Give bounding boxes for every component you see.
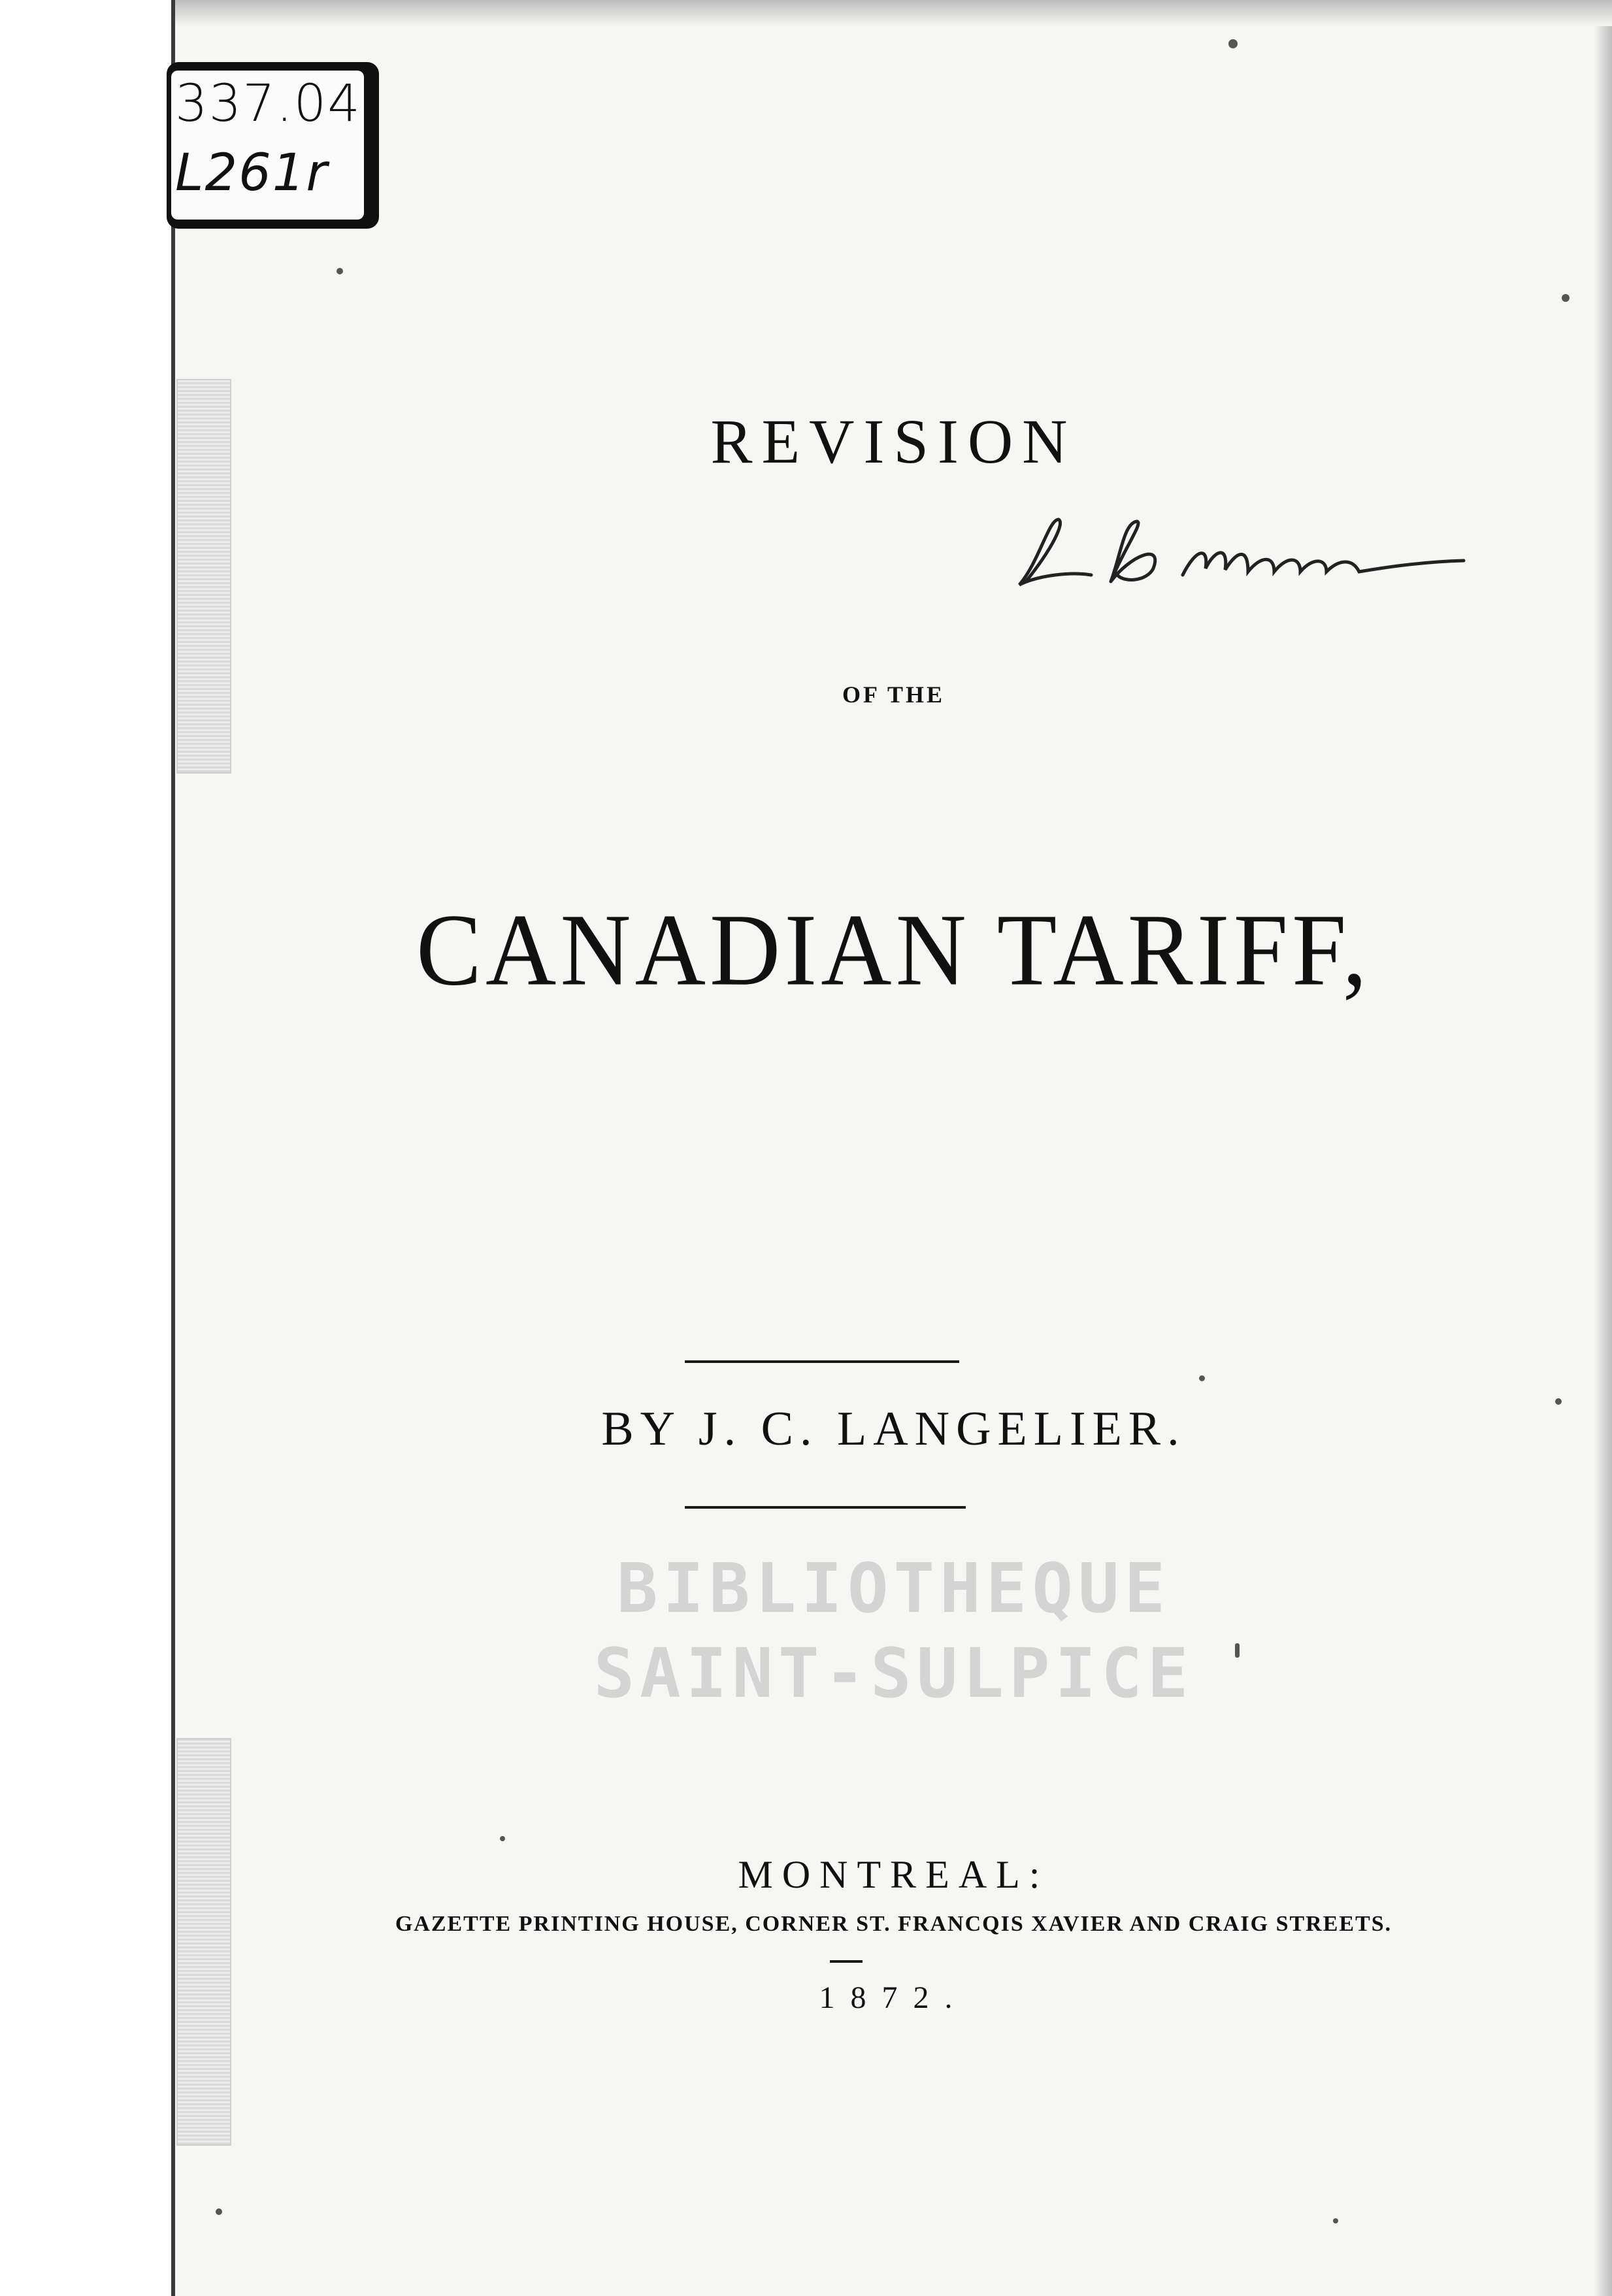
title-canadian-tariff: CANADIAN TARIFF, [416, 893, 1371, 1008]
page-top-edge [175, 0, 1612, 26]
imprint-year: 1872. [819, 1980, 968, 2015]
foxing-speck [1555, 1398, 1562, 1405]
library-stamp-line1: BIBLIOTHEQUE [616, 1549, 1171, 1628]
rule-above-year [830, 1960, 863, 1963]
title-revision: REVISION [710, 406, 1077, 476]
author-line: BY J. C. LANGELIER. [601, 1402, 1186, 1456]
spine-tape-lower [176, 1738, 231, 2146]
call-number-class: 337.04 [175, 74, 361, 133]
foxing-speck [216, 2208, 222, 2215]
handwritten-signature [1013, 510, 1470, 595]
foxing-speck [500, 1836, 505, 1841]
title-page [175, 0, 1612, 2296]
library-stamp-line2: SAINT-SULPICE [593, 1633, 1194, 1713]
page-right-edge [1594, 0, 1612, 2296]
imprint-publisher: GAZETTE PRINTING HOUSE, CORNER ST. FRANCQIS XAVIER AND CRAIG STREETS. [395, 1912, 1392, 1936]
foxing-speck [1235, 1643, 1240, 1658]
call-number-label-face [171, 71, 364, 220]
rule-below-author [685, 1506, 966, 1509]
rule-above-author [685, 1360, 959, 1363]
foxing-speck [1333, 2218, 1338, 2223]
foxing-speck [1562, 294, 1570, 302]
title-of-the: OF THE [842, 681, 946, 708]
foxing-speck [1199, 1375, 1205, 1381]
call-number-cutter: L261r [175, 144, 329, 203]
imprint-city: MONTREAL: [738, 1853, 1049, 1896]
binding-edge [171, 0, 175, 2296]
foxing-speck [337, 268, 343, 274]
left-margin [0, 0, 173, 2296]
foxing-speck [1228, 39, 1238, 48]
